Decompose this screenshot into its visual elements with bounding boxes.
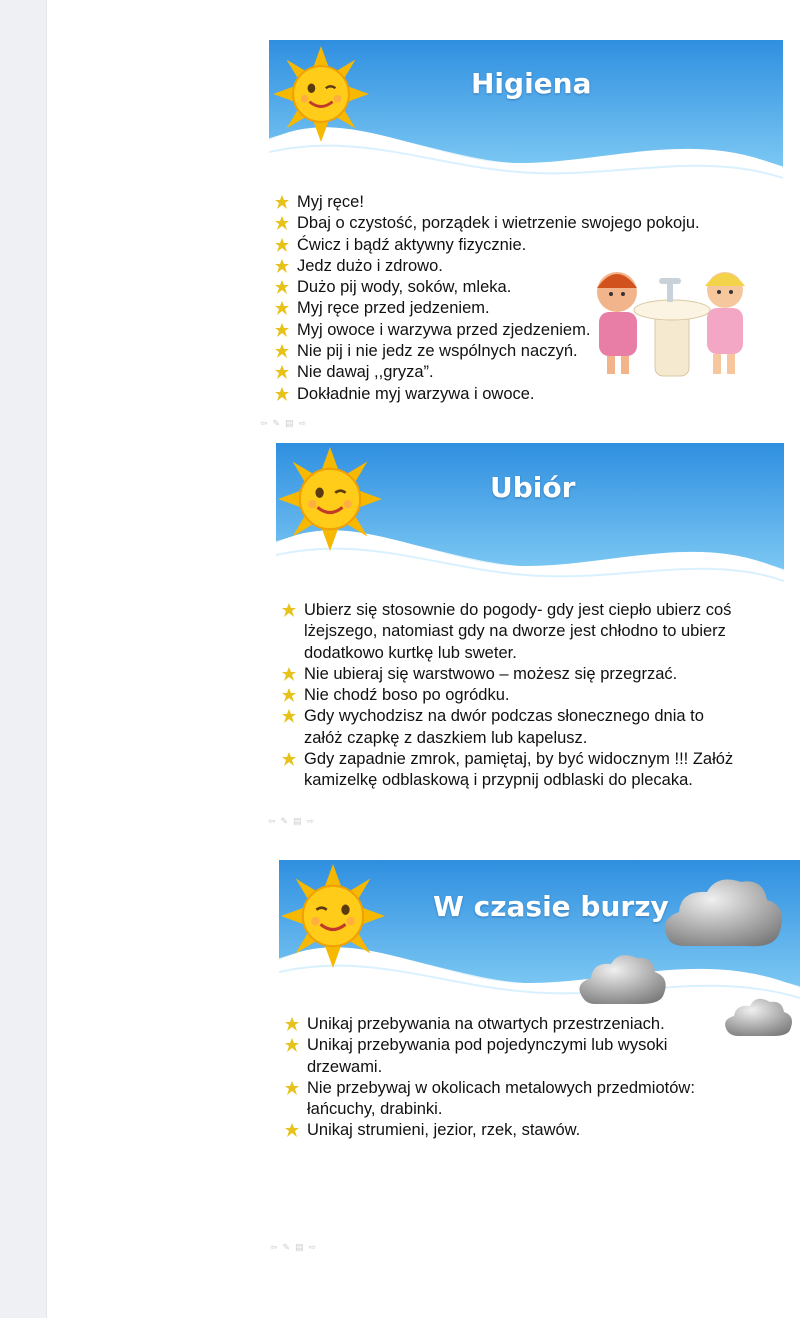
list-item: Nie dawaj ,,gryza”. [273,362,783,383]
list-item: Myj ręce! [273,192,783,213]
sun-mascot-icon [278,447,382,551]
list-item: Jedz dużo i zdrowo. [273,256,783,277]
bullet-star-icon [282,688,296,702]
sun-mascot-icon [273,46,369,142]
bullet-star-icon [275,365,289,379]
slide-title: Ubiór [490,471,576,504]
bullet-star-icon [285,1017,299,1031]
bullet-star-icon [275,344,289,358]
list-item: Ćwicz i bądź aktywny fizycznie. [273,235,783,256]
list-item: Myj owoce i warzywa przed zjedzeniem. [273,320,783,341]
bullet-star-icon [275,216,289,230]
bullet-star-icon [275,259,289,273]
cloud-icon [575,952,667,1006]
bullet-star-icon [285,1081,299,1095]
bullet-star-icon [282,709,296,723]
list-item: Unikaj strumieni, jezior, rzek, stawów. [283,1120,741,1141]
list-item: Gdy zapadnie zmrok, pamiętaj, by być widocznym !!! Załóż kamizelkę odblaskową i przypnij odblaski do plecaka. [280,749,780,792]
list-item: Gdy wychodzisz na dwór podczas słonecznego dnia to załóż czapkę z daszkiem lub kapelusz. [280,706,780,749]
list-item: Myj ręce przed jedzeniem. [273,298,783,319]
cloud-icon [657,874,787,952]
kids-washing-hands-illustration [585,262,755,382]
left-rail [0,0,47,1318]
slide-title: Higiena [471,67,592,100]
bullet-list [283,1014,741,1142]
list-item: Dokładnie myj warzywa i owoce. [273,384,783,405]
bullet-star-icon [275,301,289,315]
list-item: Nie ubieraj się warstwowo – możesz się przegrzać. [280,664,780,685]
bullet-star-icon [275,323,289,337]
slide-nav-controls[interactable]: ⇦ ✎ ▤ ⇨ [260,418,309,428]
bullet-star-icon [282,603,296,617]
slide-title: W czasie burzy [433,890,669,923]
bullet-star-icon [285,1123,299,1137]
list-item: Unikaj przebywania pod pojedynczymi lub wysoki drzewami. [283,1035,741,1078]
bullet-star-icon [275,238,289,252]
slide-nav-controls[interactable]: ⇦ ✎ ▤ ⇨ [270,1242,319,1252]
list-item: Nie pij i nie jedz ze wspólnych naczyń. [273,341,783,362]
bullet-star-icon [282,752,296,766]
list-item: Dbaj o czystość, porządek i wietrzenie swojego pokoju. [273,213,783,234]
slide-higiena [269,40,783,418]
list-item: Dużo pij wody, soków, mleka. [273,277,783,298]
slide-nav-controls[interactable]: ⇦ ✎ ▤ ⇨ [268,816,317,826]
bullet-list [280,600,780,792]
bullet-star-icon [275,280,289,294]
list-item: Unikaj przebywania na otwartych przestrzeniach. [283,1014,741,1035]
slide-ubior [276,443,784,815]
bullet-star-icon [282,667,296,681]
list-item: Nie chodź boso po ogródku. [280,685,780,706]
bullet-star-icon [285,1038,299,1052]
bullet-star-icon [275,195,289,209]
sun-mascot-icon [281,864,385,968]
slide-w-czasie-burzy [279,860,800,1240]
list-item: Ubierz się stosownie do pogody- gdy jest ciepło ubierz coś lżejszego, natomiast gdy na dworze jest chłodno to ubierz dodatkowo kurtkę lub sweter. [280,600,780,664]
bullet-star-icon [275,387,289,401]
list-item: Nie przebywaj w okolicach metalowych przedmiotów: łańcuchy, drabinki. [283,1078,741,1121]
